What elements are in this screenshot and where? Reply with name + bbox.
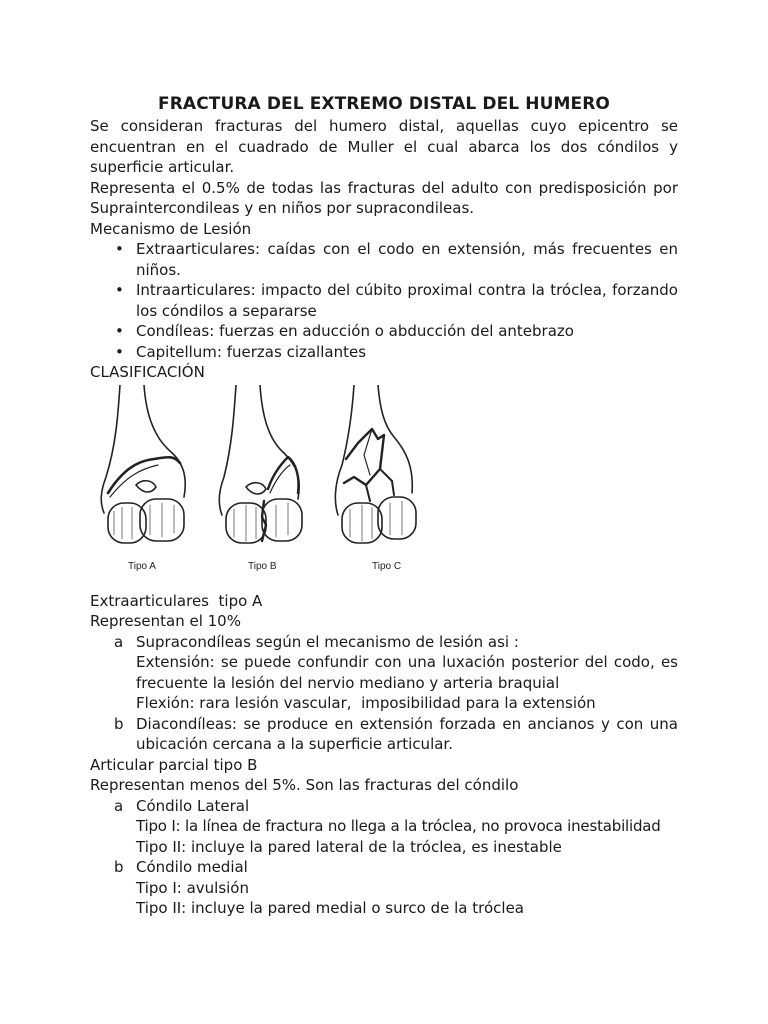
mechanism-item-text: • Capitellum: fuerzas cizallantes [136, 342, 367, 361]
humerus-type-c [335, 385, 416, 543]
intro-paragraph: Se consideran fracturas del humero distal, aquellas cuyo epicentro se encuentran en el cuadrado de Muller el cual abarca los dos cóndilos y superficie articular. [90, 117, 678, 176]
mechanism-item-text: • Intraarticulares: impacto del cúbito proximal contra la tróclea, forzando los cóndilos a separarse [136, 281, 678, 320]
type-b-heading: Articular parcial tipo B [90, 755, 258, 774]
sub-item-tipo-ii: Tipo II: incluye la pared medial o surco de la tróclea [136, 899, 525, 917]
type-a-item-a-text: Supracondíleas según el mecanismo de lesión asi : [136, 632, 519, 651]
sub-item-tipo-i: Tipo I: la línea de fractura no llega a la tróclea, no provoca inestabilidad [136, 817, 661, 835]
sub-item-extension: Extensión: se puede confundir con una luxación posterior del codo, es frecuente la lesión del nervio mediano y arteria braquial [136, 653, 678, 692]
type-b-item-b-text: Cóndilo medial [136, 858, 248, 876]
type-b-percent: Representan menos del 5%. Son las fracturas del cóndilo [90, 776, 519, 794]
mechanism-item [90, 239, 678, 280]
type-a-item-a [90, 632, 678, 653]
type-b-item-b-sublist [90, 878, 678, 919]
type-a-heading: Extraarticulares tipo A [90, 591, 263, 610]
page-title: FRACTURA DEL EXTREMO DISTAL DEL HUMERO [158, 94, 610, 114]
figure-label-tipo-c: Tipo C [372, 560, 402, 572]
list-marker: b [114, 858, 124, 876]
classification-figure [90, 383, 678, 591]
document-content [90, 93, 678, 919]
sub-item-flexion: Flexión: rara lesión vascular, imposibilidad para la extensión [136, 694, 596, 712]
figure-label-tipo-a: Tipo A [128, 560, 156, 572]
mechanism-heading: Mecanismo de Lesión [90, 219, 252, 238]
humerus-type-a [101, 385, 185, 543]
mechanism-item [90, 280, 678, 321]
type-a-item-b-text: Diacondíleas: se produce en extensión forzada en ancianos y con una ubicación cercana a la superficie articular. [136, 714, 678, 753]
humerus-type-b [219, 385, 302, 543]
classification-heading: CLASIFICACIÓN [90, 363, 205, 381]
mechanism-item [90, 342, 678, 363]
list-marker: a [114, 632, 124, 651]
mechanism-item-text: • Extraarticulares: caídas con el codo en extensión, más frecuentes en niños. [136, 240, 678, 279]
type-b-item-a-text: Cóndilo Lateral [136, 796, 250, 815]
sub-item-tipo-i: Tipo I: avulsión [136, 878, 249, 897]
list-marker: a [114, 796, 124, 815]
mechanism-list [90, 239, 678, 362]
type-b-item-b [90, 857, 678, 878]
type-a-percent: Representan el 10% [90, 612, 241, 630]
type-a-item-b [90, 714, 678, 755]
type-b-item-a-sublist [90, 816, 678, 857]
mechanism-item-text: • Condíleas: fuerzas en aducción o abducción del antebrazo [136, 322, 574, 340]
sub-item-tipo-ii: Tipo II: incluye la pared lateral de la tróclea, es inestable [136, 837, 562, 856]
figure-label-tipo-b: Tipo B [248, 560, 277, 572]
type-b-item-a [90, 796, 678, 817]
list-marker: b [114, 714, 124, 733]
prevalence-paragraph: Representa el 0.5% de todas las fracturas del adulto con predisposición por Supraintercondileas y en niños por supracondileas. [90, 178, 678, 217]
type-a-item-a-sublist [90, 652, 678, 714]
fracture-illustration [96, 385, 436, 585]
mechanism-item [90, 321, 678, 342]
